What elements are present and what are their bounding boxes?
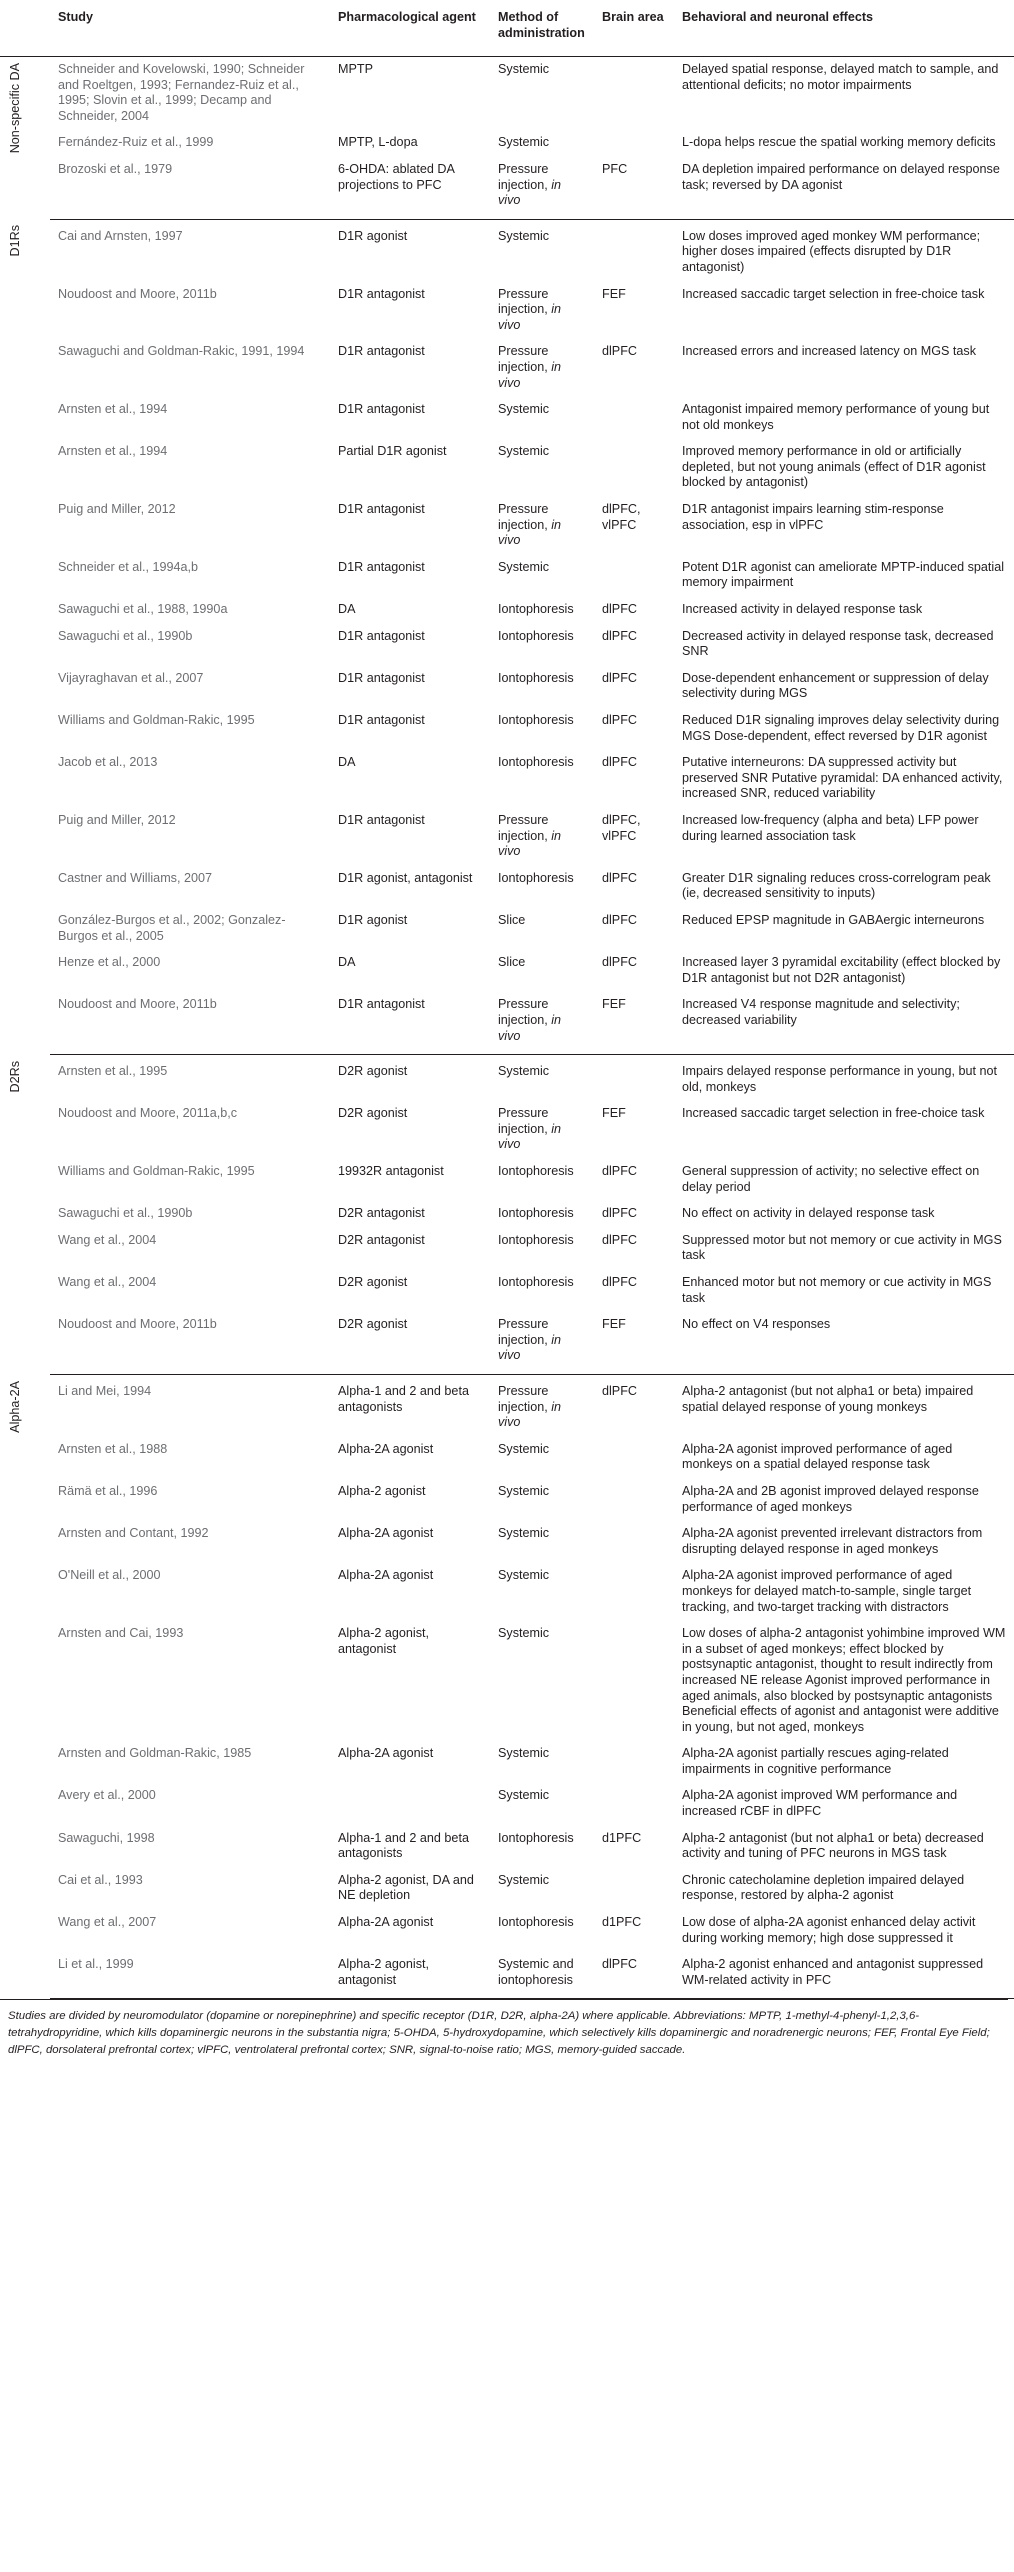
method-cell	[490, 497, 594, 555]
area-cell: PFC	[594, 157, 674, 219]
method-text: Pressure injection,	[498, 997, 552, 1027]
agent-cell: D1R antagonist	[338, 713, 425, 727]
area-cell: FEF	[594, 992, 674, 1054]
method-cell	[490, 1783, 594, 1825]
area-cell	[594, 1563, 674, 1621]
area-cell: d1PFC	[602, 1915, 642, 1930]
study-cell: Sawaguchi et al., 1990b	[58, 628, 193, 643]
method-cell	[490, 1952, 594, 1999]
effects-cell: Low doses of alpha-2 antagonist yohimbine improved WM in a subset of aged monkeys; effect blocked by postsynaptic antagonist, thought to result indirectly from increased NE release Agonist improved performance in aged animals, also blocked by postsynaptic antagonists Beneficial effects of agonist and antagonist were additive in young, but not aged, monkeys	[682, 1626, 1006, 1734]
effects-cell: Alpha-2A agonist improved performance of aged monkeys on a spatial delayed response task	[682, 1441, 953, 1472]
agent-cell: MPTP, L-dopa	[338, 135, 418, 150]
method-italic-text: in vivo	[498, 1332, 562, 1363]
agent-cell: D2R agonist	[338, 1275, 408, 1290]
method-text: Iontophoresis	[498, 1164, 574, 1179]
table-row	[0, 1375, 1014, 1437]
effects-cell: Delayed spatial response, delayed match to sample, and attentional deficits; no motor impairments	[682, 62, 999, 92]
agent-cell: D2R agonist	[330, 1312, 490, 1374]
table-row	[0, 1159, 1014, 1201]
method-italic-text: in vivo	[498, 1012, 562, 1043]
area-cell: dlPFC	[594, 1952, 674, 1999]
table-row	[0, 1479, 1014, 1521]
area-cell	[594, 1521, 674, 1563]
table-row	[0, 339, 1014, 397]
method-cell	[490, 219, 594, 281]
agent-cell: D1R agonist	[338, 228, 408, 243]
effects-cell: D1R antagonist impairs learning stim-response association, esp in vlPFC	[682, 502, 944, 532]
table-row	[0, 708, 1014, 750]
area-cell	[594, 1783, 674, 1825]
agent-cell: Alpha-2 agonist, antagonist	[338, 1626, 430, 1656]
study-cell: Arnsten and Goldman-Rakic, 1985	[58, 1746, 252, 1761]
area-cell	[594, 57, 674, 131]
agent-cell: Alpha-2 agonist, DA and NE depletion	[338, 1872, 474, 1903]
area-cell	[594, 1741, 674, 1783]
study-cell: Li et al., 1999	[50, 1952, 330, 1999]
method-text: Iontophoresis	[498, 713, 574, 727]
group-cell	[0, 1375, 50, 1999]
method-cell	[490, 992, 594, 1054]
area-cell	[594, 439, 674, 497]
method-text: Systemic	[498, 1872, 550, 1887]
table-row	[0, 130, 1014, 157]
table-row	[0, 157, 1014, 219]
table-row	[0, 750, 1014, 808]
table-row	[0, 597, 1014, 624]
table-row	[0, 57, 1014, 131]
method-text: Systemic	[498, 1441, 550, 1456]
study-cell: Cai and Arnsten, 1997	[58, 228, 183, 243]
effects-cell: Increased low-frequency (alpha and beta) LFP power during learned association task	[682, 812, 979, 843]
method-cell	[490, 908, 594, 950]
method-text: Pressure injection,	[498, 1317, 552, 1347]
method-cell	[490, 624, 594, 666]
method-cell	[490, 130, 594, 157]
method-cell	[490, 1375, 594, 1437]
area-cell: dlPFC	[602, 628, 637, 643]
table-row	[0, 1826, 1014, 1868]
study-cell: Li and Mei, 1994	[58, 1384, 152, 1398]
agent-cell: D2R agonist	[338, 1064, 408, 1079]
method-text: Pressure injection,	[498, 1106, 552, 1136]
agent-cell: Alpha-1 and 2 and beta antagonists	[338, 1384, 469, 1414]
area-cell	[594, 1437, 674, 1479]
agent-cell: D1R antagonist	[338, 286, 425, 301]
study-cell: Avery et al., 2000	[58, 1788, 156, 1803]
method-cell	[490, 866, 594, 908]
method-text: Iontophoresis	[498, 670, 574, 685]
method-cell	[490, 1563, 594, 1621]
area-cell: dlPFC	[602, 713, 637, 727]
method-cell	[490, 1159, 594, 1201]
study-cell: Vijayraghavan et al., 2007	[58, 670, 204, 685]
method-text: Iontophoresis	[498, 1206, 574, 1221]
agent-cell: DA	[338, 955, 356, 970]
agent-cell: DA	[338, 602, 356, 617]
effects-cell: Alpha-2A and 2B agonist improved delayed response performance of aged monkeys	[682, 1483, 979, 1514]
area-cell: dlPFC	[602, 602, 637, 617]
agent-cell: Alpha-2A agonist	[338, 1746, 434, 1761]
method-text: Systemic	[498, 62, 550, 76]
study-cell: Puig and Miller, 2012	[58, 502, 176, 517]
group-label: D1Rs	[8, 225, 22, 257]
study-cell: Sawaguchi, 1998	[58, 1830, 155, 1845]
method-cell	[490, 1101, 594, 1159]
effects-cell: Alpha-2 antagonist (but not alpha1 or beta) decreased activity and tuning of PFC neurons in MGS task	[682, 1830, 984, 1861]
effects-cell: Alpha-2A agonist improved performance of aged monkeys for delayed match-to-sample, single target tracking, and two-target tracking with distractors	[682, 1568, 972, 1614]
effects-cell: Increased V4 response magnitude and selectivity; decreased variability	[674, 992, 1014, 1054]
table-header	[0, 0, 1014, 57]
table-row	[0, 1910, 1014, 1952]
effects-cell: Increased errors and increased latency on MGS task	[682, 344, 976, 359]
method-italic-text: in vivo	[498, 1121, 562, 1152]
study-cell: Williams and Goldman-Rakic, 1995	[58, 1164, 255, 1179]
study-cell: Noudoost and Moore, 2011b	[50, 992, 330, 1054]
agent-cell: Alpha-2 agonist, antagonist	[330, 1952, 490, 1999]
table-row	[0, 1783, 1014, 1825]
method-cell	[490, 1437, 594, 1479]
effects-cell: Dose-dependent enhancement or suppression of delay selectivity during MGS	[682, 670, 989, 701]
table-row	[0, 1621, 1014, 1741]
effects-cell: Greater D1R signaling reduces cross-correlogram peak (ie, decreased sensitivity to inputs)	[682, 870, 991, 901]
method-text: Pressure injection,	[498, 812, 552, 843]
study-cell: Noudoost and Moore, 2011b	[50, 1312, 330, 1374]
method-text: Iontophoresis	[498, 628, 574, 643]
area-cell	[594, 219, 674, 281]
method-text: Systemic	[498, 444, 550, 459]
area-cell: dlPFC, vlPFC	[602, 502, 641, 532]
method-cell	[490, 397, 594, 439]
header-effects: Behavioral and neuronal effects	[674, 0, 1014, 57]
effects-cell: Alpha-2 agonist enhanced and antagonist suppressed WM-related activity in PFC	[674, 1952, 1014, 1999]
method-cell	[490, 1228, 594, 1270]
method-text: Iontophoresis	[498, 870, 574, 885]
method-text: Systemic	[498, 1526, 550, 1541]
area-cell: dlPFC	[602, 1206, 637, 1221]
effects-cell: Antagonist impaired memory performance of young but not old monkeys	[682, 402, 990, 432]
agent-cell: D2R antagonist	[338, 1232, 425, 1247]
table-row	[0, 908, 1014, 950]
header-study: Study	[50, 0, 330, 57]
method-cell	[490, 950, 594, 992]
method-italic-text: in vivo	[498, 517, 562, 548]
method-text: Pressure injection,	[498, 1384, 552, 1414]
method-cell	[490, 1868, 594, 1910]
table-row	[0, 1437, 1014, 1479]
agent-cell: D1R antagonist	[338, 628, 425, 643]
table-row	[0, 1228, 1014, 1270]
study-cell: Arnsten et al., 1988	[58, 1441, 168, 1456]
effects-cell: DA depletion impaired performance on delayed response task; reversed by DA agonist	[674, 157, 1014, 219]
effects-cell: Alpha-2A agonist prevented irrelevant distractors from disrupting delayed response in aged monkeys	[682, 1526, 983, 1556]
area-cell	[594, 555, 674, 597]
study-cell: Arnsten et al., 1994	[58, 402, 168, 417]
effects-cell: Chronic catecholamine depletion impaired delayed response, restored by alpha-2 agonist	[682, 1872, 965, 1903]
area-cell	[594, 397, 674, 439]
method-cell	[490, 339, 594, 397]
effects-cell: Increased saccadic target selection in free-choice task	[682, 1106, 985, 1121]
table-row	[0, 1312, 1014, 1374]
table-row	[0, 666, 1014, 708]
method-text: Iontophoresis	[498, 602, 574, 617]
table-footnote: Studies are divided by neuromodulator (dopamine or norepinephrine) and specific receptor (D1R, D2R, alpha-2A) where applicable. Abbreviations: MPTP, 1-methyl-4-phenyl-1,2,3,6-tetrahydropyridine, which kills dopaminergic neurons in the substantia nigra; 5-OHDA, 5-hydroxydopamine, which selectively kills dopaminergic and noradrenergic neurons; FEF, Frontal Eye Field; dlPFC, dorsolateral prefrontal cortex; vlPFC, ventrolateral prefrontal cortex; SNR, signal-to-noise ratio; MGS, memory-guided saccade.	[0, 1999, 1008, 2059]
method-cell	[490, 1312, 594, 1374]
method-cell	[490, 808, 594, 866]
area-cell	[594, 1479, 674, 1521]
method-text: Pressure injection,	[498, 344, 552, 374]
table-row	[0, 282, 1014, 340]
study-cell: Arnsten et al., 1994	[58, 444, 168, 459]
effects-cell: Alpha-2A agonist partially rescues aging-related impairments in cognitive performance	[682, 1746, 949, 1776]
method-text: Iontophoresis	[498, 755, 574, 770]
method-text: Systemic	[498, 135, 550, 150]
study-cell: González-Burgos et al., 2002; Gonzalez-Burgos et al., 2005	[58, 912, 286, 943]
effects-cell: Increased saccadic target selection in free-choice task	[682, 286, 985, 301]
effects-cell: Enhanced motor but not memory or cue activity in MGS task	[682, 1275, 992, 1305]
agent-cell: D2R antagonist	[338, 1206, 425, 1221]
study-cell: Wang et al., 2004	[58, 1275, 157, 1290]
method-cell	[490, 1826, 594, 1868]
method-italic-text: in vivo	[498, 828, 562, 859]
header-agent: Pharmacological agent	[330, 0, 490, 57]
method-cell	[490, 1270, 594, 1312]
study-cell: Arnsten et al., 1995	[58, 1064, 168, 1079]
area-cell: dlPFC	[602, 1384, 637, 1398]
method-text: Systemic	[498, 1746, 550, 1761]
study-cell: Sawaguchi et al., 1990b	[58, 1206, 193, 1221]
method-text: Slice	[498, 955, 526, 970]
method-text: Pressure injection,	[498, 286, 552, 317]
area-cell: dlPFC	[602, 955, 637, 970]
method-text: Iontophoresis	[498, 1232, 574, 1247]
method-cell	[490, 439, 594, 497]
group-cell	[0, 1055, 50, 1375]
agent-cell: MPTP	[338, 62, 373, 76]
study-cell: O'Neill et al., 2000	[58, 1568, 161, 1583]
method-cell	[490, 597, 594, 624]
method-text: Iontophoresis	[498, 1275, 574, 1290]
method-cell	[490, 708, 594, 750]
method-text: Systemic	[498, 559, 550, 574]
table-row	[0, 1741, 1014, 1783]
study-cell: Wang et al., 2007	[58, 1915, 157, 1930]
area-cell: FEF	[594, 1312, 674, 1374]
study-cell: Henze et al., 2000	[58, 955, 161, 970]
area-cell	[594, 130, 674, 157]
method-cell	[490, 1201, 594, 1228]
agent-cell: D1R antagonist	[330, 992, 490, 1054]
method-text: Pressure injection,	[498, 161, 552, 192]
effects-cell: Alpha-2 antagonist (but not alpha1 or beta) impaired spatial delayed response of young monkeys	[682, 1384, 974, 1414]
agent-cell: Alpha-2 agonist	[338, 1483, 426, 1498]
method-cell	[490, 666, 594, 708]
method-italic-text: in vivo	[498, 1399, 562, 1430]
agent-cell: D1R agonist	[338, 912, 408, 927]
table-row	[0, 497, 1014, 555]
agent-cell: D1R antagonist	[338, 812, 425, 827]
study-cell: Puig and Miller, 2012	[58, 812, 176, 827]
effects-cell: Low dose of alpha-2A agonist enhanced delay activit during working memory; high dose suppressed it	[682, 1915, 976, 1945]
table-row	[0, 439, 1014, 497]
method-text: Systemic	[498, 1626, 550, 1641]
study-cell: Rämä et al., 1996	[58, 1483, 158, 1498]
agent-cell: D1R antagonist	[338, 344, 425, 359]
study-cell: Sawaguchi and Goldman-Rakic, 1991, 1994	[58, 344, 305, 359]
study-cell: Williams and Goldman-Rakic, 1995	[58, 713, 255, 727]
agent-cell: D1R antagonist	[338, 670, 425, 685]
effects-cell: Decreased activity in delayed response task, decreased SNR	[682, 628, 994, 659]
method-text: Slice	[498, 912, 526, 927]
study-cell: Arnsten and Cai, 1993	[58, 1626, 184, 1641]
study-cell: Noudoost and Moore, 2011b	[58, 286, 217, 301]
method-italic-text: in vivo	[498, 177, 562, 208]
agent-cell	[330, 1783, 490, 1825]
method-cell	[490, 1741, 594, 1783]
study-cell: Sawaguchi et al., 1988, 1990a	[58, 602, 228, 617]
header-area: Brain area	[594, 0, 674, 57]
method-cell	[490, 1479, 594, 1521]
table-row	[0, 1563, 1014, 1621]
area-cell: dlPFC	[602, 912, 637, 927]
table-row	[0, 1201, 1014, 1228]
method-text: Systemic	[498, 228, 550, 243]
table-row	[0, 866, 1014, 908]
method-text: Systemic	[498, 1483, 550, 1498]
method-cell	[490, 555, 594, 597]
study-cell: Schneider et al., 1994a,b	[58, 559, 199, 574]
table-row	[0, 1952, 1014, 1999]
study-cell: Arnsten and Contant, 1992	[58, 1526, 209, 1541]
agent-cell: 19932R antagonist	[338, 1164, 444, 1179]
area-cell: dlPFC	[602, 755, 637, 770]
method-text: Iontophoresis	[498, 1915, 574, 1930]
agent-cell: Alpha-2A agonist	[338, 1526, 434, 1541]
effects-cell: No effect on activity in delayed response task	[682, 1206, 935, 1221]
effects-cell: Increased layer 3 pyramidal excitability (effect blocked by D1R antagonist but not D2R antagonist)	[682, 955, 1001, 985]
method-italic-text: in vivo	[498, 302, 562, 332]
group-label: Non-specific DA	[8, 63, 22, 154]
agent-cell: Partial D1R agonist	[338, 444, 447, 459]
area-cell: dlPFC	[602, 870, 637, 885]
effects-cell: Impairs delayed response performance in young, but not old, monkeys	[682, 1064, 998, 1094]
agent-cell: D1R antagonist	[338, 502, 425, 517]
area-cell: dlPFC	[602, 1232, 637, 1247]
group-cell	[0, 219, 50, 1054]
effects-cell: Reduced EPSP magnitude in GABAergic interneurons	[682, 912, 985, 927]
study-cell: Wang et al., 2004	[58, 1232, 157, 1247]
agent-cell: Alpha-2A agonist	[338, 1915, 434, 1930]
area-cell: dlPFC	[602, 1164, 637, 1179]
table-row	[0, 1868, 1014, 1910]
effects-cell: Increased activity in delayed response task	[682, 602, 923, 617]
agent-cell: D1R antagonist	[338, 559, 425, 574]
area-cell: FEF	[602, 286, 626, 301]
method-cell	[490, 1910, 594, 1952]
method-cell	[490, 157, 594, 219]
agent-cell: Alpha-1 and 2 and beta antagonists	[338, 1830, 469, 1861]
table-row	[0, 397, 1014, 439]
method-text: Systemic	[498, 1064, 550, 1079]
table-row	[0, 1055, 1014, 1102]
agent-cell: 6-OHDA: ablated DA projections to PFC	[330, 157, 490, 219]
agent-cell: D1R agonist, antagonist	[338, 870, 473, 885]
area-cell: dlPFC	[602, 670, 637, 685]
table-body	[0, 57, 1014, 1999]
table-row	[0, 624, 1014, 666]
agent-cell: DA	[338, 755, 356, 770]
area-cell: FEF	[602, 1106, 626, 1121]
effects-cell: Alpha-2A agonist improved WM performance and increased rCBF in dlPFC	[682, 1788, 958, 1819]
method-cell	[490, 282, 594, 340]
area-cell: d1PFC	[602, 1830, 642, 1845]
effects-cell: Potent D1R agonist can ameliorate MPTP-induced spatial memory impairment	[682, 559, 1005, 590]
effects-cell: General suppression of activity; no selective effect on delay period	[682, 1164, 980, 1194]
table-row	[0, 808, 1014, 866]
group-label: Alpha-2A	[8, 1380, 22, 1433]
table-row	[0, 1270, 1014, 1312]
area-cell: dlPFC	[602, 1275, 637, 1290]
group-label: D2Rs	[8, 1060, 22, 1093]
effects-cell: Suppressed motor but not memory or cue activity in MGS task	[682, 1232, 1002, 1263]
agent-cell: D1R antagonist	[338, 402, 425, 417]
method-cell	[490, 1521, 594, 1563]
area-cell	[594, 1868, 674, 1910]
area-cell	[594, 1055, 674, 1102]
area-cell: dlPFC	[602, 344, 637, 359]
effects-cell: Improved memory performance in old or artificially depleted, but not young animals (effect of D1R agonist blocked by antagonist)	[682, 444, 986, 490]
method-text: Iontophoresis	[498, 1830, 574, 1845]
method-text: Systemic	[498, 402, 550, 417]
method-cell	[490, 1055, 594, 1102]
study-cell: Cai et al., 1993	[58, 1872, 143, 1887]
method-text: Pressure injection,	[498, 502, 552, 532]
header-group	[0, 0, 50, 57]
method-text: Systemic	[498, 1788, 550, 1803]
study-cell: Fernández-Ruiz et al., 1999	[58, 135, 214, 150]
method-text: Systemic	[498, 1568, 550, 1583]
agent-cell: Alpha-2A agonist	[338, 1441, 434, 1456]
effects-cell: Low doses improved aged monkey WM performance; higher doses impaired (effects disrupted by D1R antagonist)	[682, 228, 981, 274]
area-cell: dlPFC, vlPFC	[602, 812, 641, 843]
table-row	[0, 950, 1014, 992]
table-row	[0, 992, 1014, 1054]
method-cell	[490, 750, 594, 808]
effects-cell: L-dopa helps rescue the spatial working memory deficits	[682, 135, 996, 150]
agent-cell: Alpha-2A agonist	[338, 1568, 434, 1583]
table-row	[0, 1101, 1014, 1159]
study-cell: Schneider and Kovelowski, 1990; Schneider and Roeltgen, 1993; Fernandez-Ruiz et al., 1995; Slovin et al., 1999; Decamp and Schneider, 2004	[58, 62, 305, 123]
method-italic-text: in vivo	[498, 359, 562, 390]
method-cell	[490, 1621, 594, 1741]
table-row	[0, 555, 1014, 597]
effects-cell: Putative interneurons: DA suppressed activity but preserved SNR Putative pyramidal: DA enhanced activity, increased SNR, reduced variability	[682, 755, 1003, 801]
agent-cell: D2R agonist	[338, 1106, 408, 1121]
effects-cell: Reduced D1R signaling improves delay selectivity during MGS Dose-dependent, effect reversed by D1R agonist	[682, 713, 1000, 743]
table-row	[0, 1521, 1014, 1563]
group-cell	[0, 57, 50, 220]
study-cell: Castner and Williams, 2007	[58, 870, 212, 885]
study-cell: Noudoost and Moore, 2011a,b,c	[58, 1106, 237, 1121]
method-cell	[490, 57, 594, 131]
area-cell	[594, 1621, 674, 1741]
study-cell: Jacob et al., 2013	[58, 755, 158, 770]
table-row	[0, 219, 1014, 281]
study-cell: Brozoski et al., 1979	[50, 157, 330, 219]
method-text: Systemic and iontophoresis	[498, 1957, 574, 1987]
header-method: Method of administration	[490, 0, 594, 57]
effects-cell: No effect on V4 responses	[674, 1312, 1014, 1374]
